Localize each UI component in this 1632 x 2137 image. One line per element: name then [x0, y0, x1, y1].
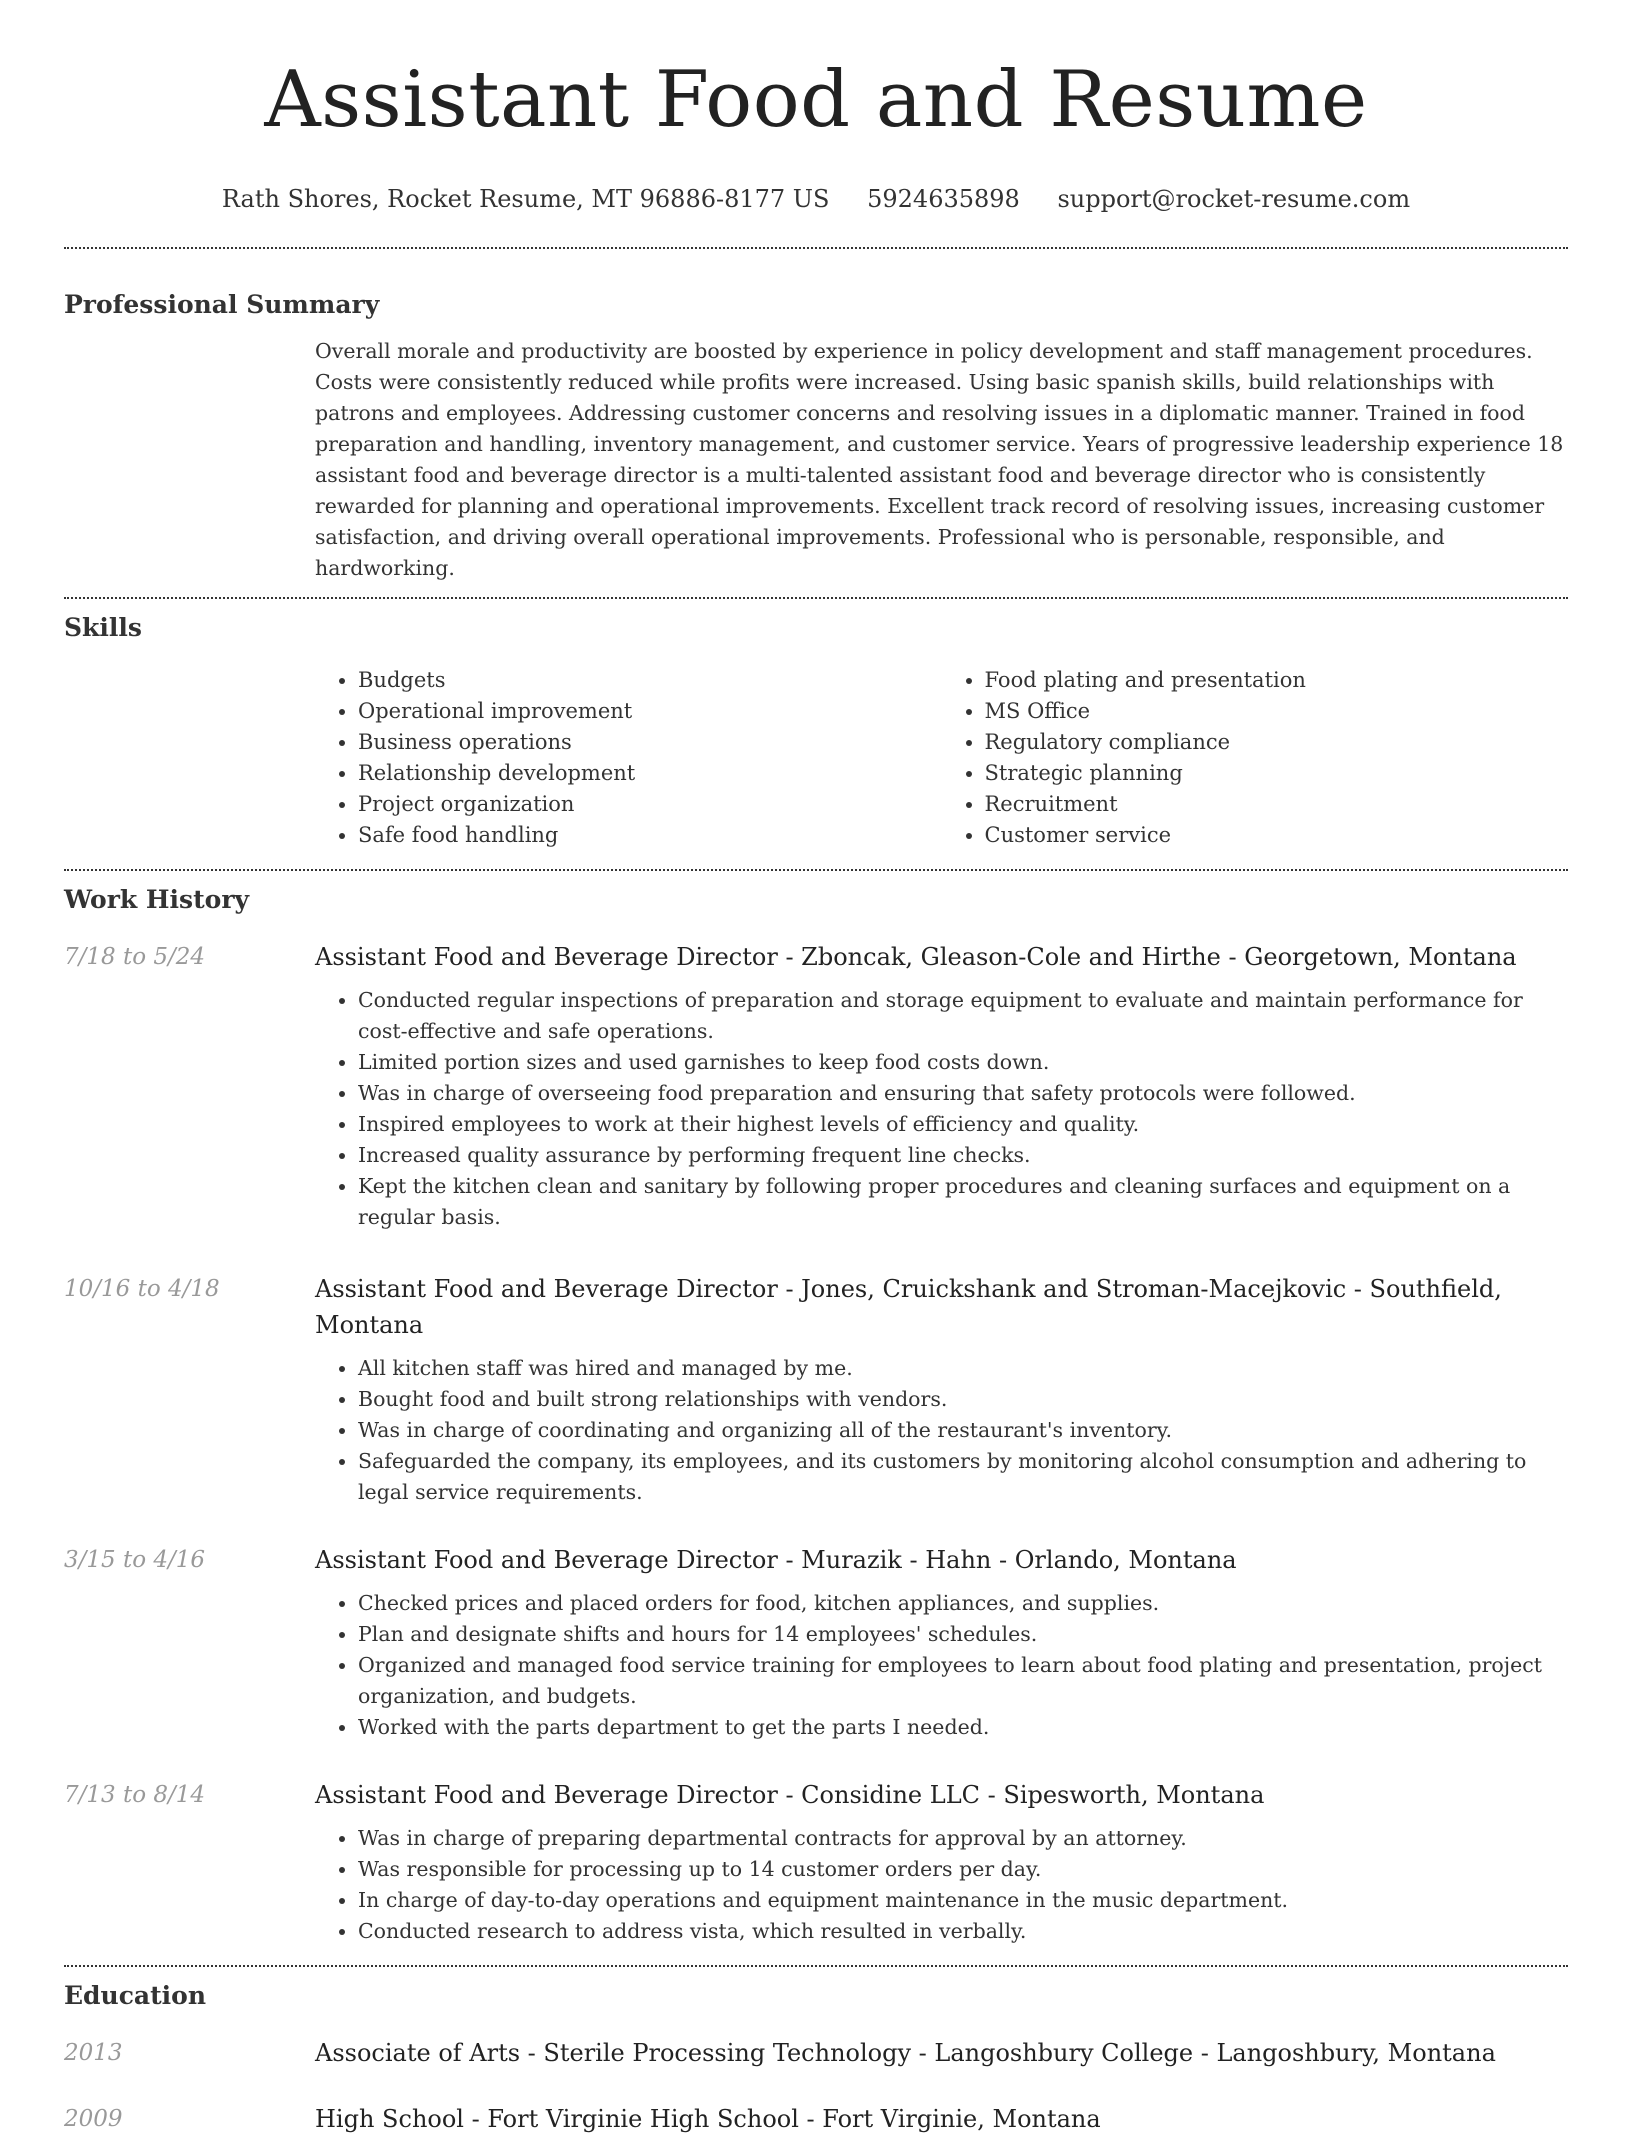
job-date: 10/16 to 4/18 — [64, 1276, 220, 1302]
job-bullet: • Checked prices and placed orders for food, kitchen appliances, and supplies. — [358, 1588, 1568, 1619]
job-bullets — [315, 985, 1568, 1233]
education-body — [315, 2035, 1568, 2071]
education-date: 2009 — [64, 2106, 123, 2132]
job-bullet: • Conducted regular inspections of preparation and storage equipment to evaluate and maintain performance for cost-effective and safe operations. — [358, 985, 1568, 1047]
job-heading: Assistant Food and Beverage Director - Jones, Cruickshank and Stroman-Macejkovic - Southfield, Montana — [315, 1275, 1502, 1339]
skill-item: • Safe food handling — [358, 820, 942, 851]
job-bullet: • Was in charge of overseeing food preparation and ensuring that safety protocols were followed. — [358, 1078, 1568, 1109]
education-heading: High School - Fort Virginie High School - Fort Virginie, Montana — [315, 2105, 1101, 2133]
job-body — [315, 1542, 1568, 1743]
section-divider — [64, 1965, 1568, 1967]
job-bullets — [315, 1353, 1568, 1508]
skill-item: • Strategic planning — [985, 758, 1569, 789]
job-entry — [64, 1777, 1568, 1947]
education-section — [0, 1979, 1632, 2137]
skills-title: Skills — [64, 613, 142, 642]
job-bullet: • Worked with the parts department to get the parts I needed. — [358, 1712, 1568, 1743]
job-bullet: • Was responsible for processing up to 14 customer orders per day. — [358, 1854, 1568, 1885]
work-section — [0, 883, 1632, 1947]
summary-text: Overall morale and productivity are boosted by experience in policy development and staff management procedures. Costs were consistently reduced while profits were increased. Using basic spanish skills, build relationships with patrons and employees. Addressing customer concerns and resolving issues in a diplomatic manner. Trained in food preparation and handling, inventory management, and customer service. Years of progressive leadership experience 18 assistant food and beverage director is a multi-talented assistant food and beverage director who is consistently rewarded for planning and operational improvements. Excellent track record of resolving issues, increasing customer satisfaction, and driving overall operational improvements. Professional who is personable, responsible, and hardworking. — [315, 339, 1564, 580]
skill-item: • Food plating and presentation — [985, 665, 1569, 696]
skill-item: • Project organization — [358, 789, 942, 820]
job-bullet: • In charge of day-to-day operations and equipment maintenance in the music department. — [358, 1885, 1568, 1916]
contact-line — [0, 184, 1632, 214]
education-title: Education — [64, 1981, 207, 2010]
section-divider — [64, 597, 1568, 599]
summary-title: Professional Summary — [64, 290, 380, 319]
job-bullet: • Conducted research to address vista, which resulted in verbally. — [358, 1916, 1568, 1947]
education-entry — [64, 2101, 1568, 2137]
job-bullet: • Was in charge of coordinating and organizing all of the restaurant's inventory. — [358, 1415, 1568, 1446]
section-divider — [64, 247, 1568, 249]
job-bullets — [315, 1588, 1568, 1743]
job-date: 7/13 to 8/14 — [64, 1782, 206, 1808]
section-divider — [64, 869, 1568, 871]
work-title: Work History — [64, 885, 250, 914]
education-heading: Associate of Arts - Sterile Processing Technology - Langoshbury College - Langoshbury, Montana — [315, 2039, 1496, 2067]
summary-section — [0, 288, 1632, 584]
job-bullets — [315, 1823, 1568, 1947]
education-date: 2013 — [64, 2040, 123, 2066]
skill-item: • Budgets — [358, 665, 942, 696]
skill-item: • Recruitment — [985, 789, 1569, 820]
job-heading: Assistant Food and Beverage Director - Zboncak, Gleason-Cole and Hirthe - Georgetown, Montana — [315, 943, 1517, 971]
skills-section — [0, 611, 1632, 851]
skills-list — [315, 665, 1568, 851]
skills-column-right — [942, 665, 1569, 851]
skill-item: • Customer service — [985, 820, 1569, 851]
job-bullet: • Bought food and built strong relationships with vendors. — [358, 1384, 1568, 1415]
job-bullet: • Inspired employees to work at their highest levels of efficiency and quality. — [358, 1109, 1568, 1140]
job-body — [315, 1271, 1568, 1508]
resume-name: Assistant Food and Resume — [264, 55, 1368, 145]
job-date: 3/15 to 4/16 — [64, 1547, 206, 1573]
job-heading: Assistant Food and Beverage Director - Considine LLC - Sipesworth, Montana — [315, 1781, 1265, 1809]
contact-address: Rath Shores, Rocket Resume, MT 96886-8177 US — [221, 185, 830, 213]
skill-item: • Operational improvement — [358, 696, 942, 727]
skill-item: • Relationship development — [358, 758, 942, 789]
job-bullet: • All kitchen staff was hired and managed by me. — [358, 1353, 1568, 1384]
job-body — [315, 939, 1568, 1233]
education-body — [315, 2101, 1568, 2137]
job-entry — [64, 1271, 1568, 1508]
job-bullet: • Increased quality assurance by performing frequent line checks. — [358, 1140, 1568, 1171]
skills-column-left — [315, 665, 942, 851]
job-date: 7/18 to 5/24 — [64, 944, 206, 970]
skill-item: • Regulatory compliance — [985, 727, 1569, 758]
job-heading: Assistant Food and Beverage Director - Murazik - Hahn - Orlando, Montana — [315, 1546, 1237, 1574]
contact-email: support@rocket-resume.com — [1057, 185, 1411, 213]
job-bullet: • Organized and managed food service training for employees to learn about food plating and presentation, project organization, and budgets. — [358, 1650, 1568, 1712]
skill-item: • MS Office — [985, 696, 1569, 727]
job-bullet: • Kept the kitchen clean and sanitary by following proper procedures and cleaning surfaces and equipment on a regular basis. — [358, 1171, 1568, 1233]
job-bullet: • Limited portion sizes and used garnishes to keep food costs down. — [358, 1047, 1568, 1078]
job-body — [315, 1777, 1568, 1947]
job-bullet: • Was in charge of preparing departmental contracts for approval by an attorney. — [358, 1823, 1568, 1854]
skill-item: • Business operations — [358, 727, 942, 758]
contact-phone: 5924635898 — [867, 185, 1020, 213]
job-entry — [64, 939, 1568, 1233]
job-entry — [64, 1542, 1568, 1743]
job-bullet: • Plan and designate shifts and hours for 14 employees' schedules. — [358, 1619, 1568, 1650]
education-entry — [64, 2035, 1568, 2071]
job-bullet: • Safeguarded the company, its employees, and its customers by monitoring alcohol consumption and adhering to legal service requirements. — [358, 1446, 1568, 1508]
